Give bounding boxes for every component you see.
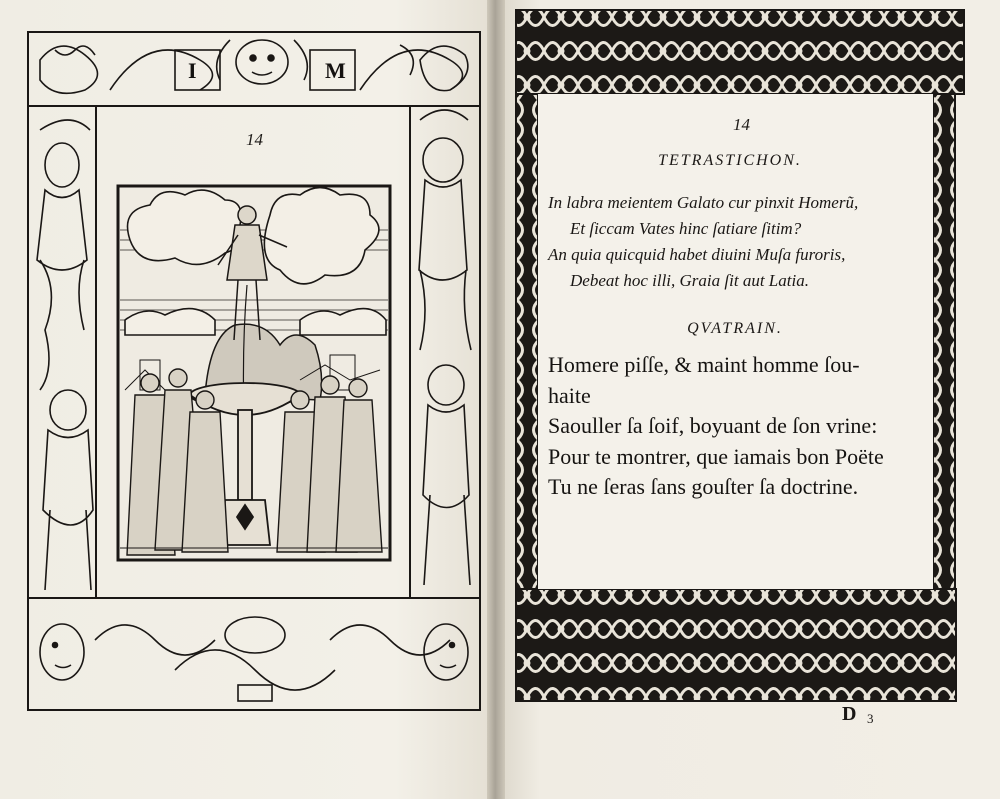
left-page-number: 14	[246, 130, 263, 149]
tetrastichon-verse	[548, 190, 918, 294]
verse-line: In labra meientem Galato cur pinxit Homerũ,	[548, 193, 859, 212]
border-initial-m: M	[325, 58, 346, 83]
bottom-interlace-band	[516, 589, 956, 701]
right-interlace-border	[933, 94, 955, 589]
border-initial-i: I	[188, 58, 197, 83]
right-page-number: 14	[733, 115, 750, 134]
verse-line: Homere piſſe, & maint homme ſou-	[548, 352, 860, 377]
verse-line: An quia quicquid habet diuini Muſa furoris,	[548, 245, 846, 264]
signature-number: 3	[867, 711, 874, 726]
quatrain-heading: QVATRAIN.	[687, 320, 783, 337]
left-interlace-border	[516, 94, 538, 589]
verse-line: Saouller ſa ſoif, boyuant de ſon vrine:	[548, 413, 878, 438]
verse-line: Debeat hoc illi, Graia ſit aut Latia.	[570, 271, 809, 290]
tetrastichon-heading: TETRASTICHON.	[658, 152, 802, 169]
top-interlace-band	[516, 10, 964, 94]
signature-mark: D	[842, 703, 857, 725]
verse-line: Pour te montrer, que iamais bon Poëte	[548, 443, 884, 469]
verse-line: Tu ne ſeras ſans gouſter ſa doctrine.	[548, 474, 859, 499]
verse-line: haite	[548, 382, 591, 408]
verse-line: Et ſiccam Vates hinc ſatiare ſitim?	[570, 219, 802, 238]
quatrain-verse	[548, 350, 933, 503]
